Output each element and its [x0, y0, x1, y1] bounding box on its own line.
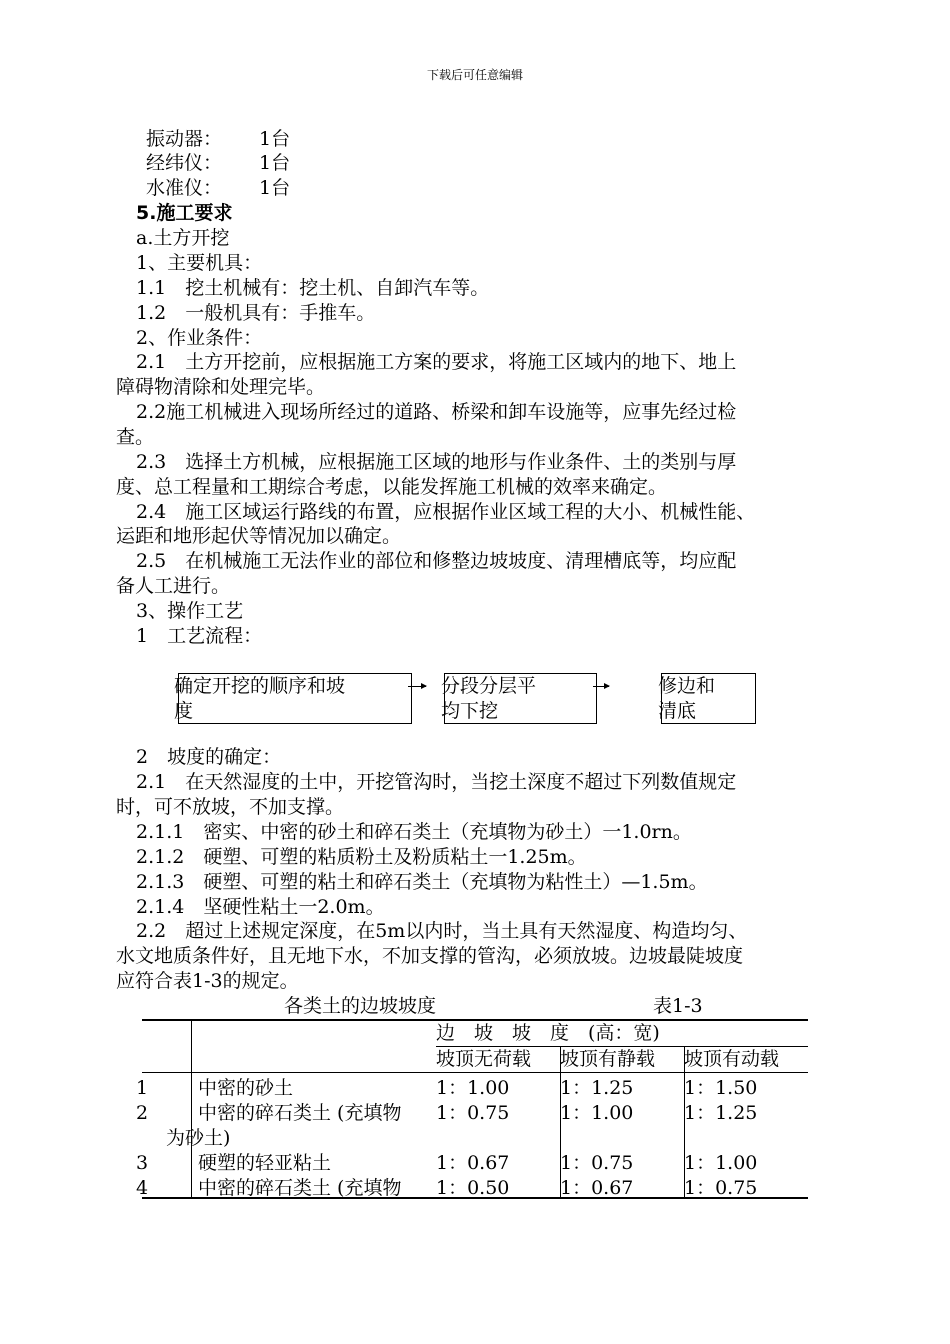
table-group-header: 边 坡 坡 度 (高：宽): [436, 1022, 660, 1044]
table-header-bottom-rule: [142, 1072, 808, 1073]
equipment-qty: 1台: [259, 177, 291, 199]
flow-arrow-icon: [408, 686, 426, 687]
flow-step-text: 度: [174, 700, 194, 722]
paragraph: 时，可不放坡，不加支撑。: [116, 796, 345, 818]
table-cell: 1：1.25: [560, 1077, 634, 1099]
table-column-header: 坡顶无荷载: [436, 1048, 532, 1070]
paragraph: 2.1.1 密实、中密的砂土和碎石类土（充填物为砂土）一1.0rn。: [136, 821, 692, 843]
table-cell: 1：0.75: [560, 1152, 634, 1174]
table-column-header: 坡顶有动载: [684, 1048, 780, 1070]
table-column-rule: [191, 1020, 192, 1198]
flow-step-text: 确定开挖的顺序和坡: [174, 675, 346, 697]
paragraph: 应符合表1-3的规定。: [116, 970, 299, 992]
paragraph: 2.1.2 硬塑、可塑的粘质粉土及粉质粘土一1.25m。: [136, 846, 587, 868]
equipment-qty: 1台: [259, 128, 291, 150]
table-cell: 1：1.25: [684, 1102, 758, 1124]
table-cell: 1：1.00: [684, 1152, 758, 1174]
table-row-soil: 中密的碎石类土 (充填物: [198, 1177, 402, 1199]
paragraph: 2.5 在机械施工无法作业的部位和修整边坡坡度、清理槽底等，均应配: [136, 550, 737, 572]
paragraph: 2.1.4 坚硬性粘土一2.0m。: [136, 896, 385, 918]
flow-step-text: 分段分层平: [441, 675, 537, 697]
table-cell: 1：0.75: [436, 1102, 510, 1124]
table-cell: 1：0.67: [436, 1152, 510, 1174]
flow-step-text: 均下挖: [441, 700, 499, 722]
paragraph: 备人工进行。: [116, 575, 231, 597]
paragraph: 水文地质条件好，且无地下水，不加支撑的管沟，必须放坡。边坡最陡坡度: [116, 945, 744, 967]
paragraph: 2.1 土方开挖前，应根据施工方案的要求，将施工区域内的地下、地上: [136, 351, 737, 373]
flow-step-text: 清底: [658, 700, 697, 722]
paragraph: 2.2 超过上述规定深度，在5m以内时，当土具有天然湿度、构造均匀、: [136, 920, 748, 942]
table-row-number: 3: [136, 1152, 149, 1174]
equipment-qty: 1台: [259, 152, 291, 174]
table-row-soil: 硬塑的轻亚粘土: [198, 1152, 332, 1174]
item-heading: 3、操作工艺: [136, 600, 244, 622]
item-heading: 2 坡度的确定：: [136, 746, 282, 768]
paragraph: 1.2 一般机具有：手推车。: [136, 302, 376, 324]
subsection-heading: a.土方开挖: [136, 227, 230, 249]
flow-step-text: 修边和: [658, 675, 716, 697]
table-row-soil-continued: 为砂土): [166, 1127, 231, 1149]
table-cell: 1：1.00: [436, 1077, 510, 1099]
paragraph: 运距和地形起伏等情况加以确定。: [116, 525, 402, 547]
equipment-name: 经纬仪：: [146, 152, 223, 174]
page-header: 下载后可任意编辑: [426, 68, 523, 82]
table-cell: 1：0.50: [436, 1177, 510, 1199]
paragraph: 2.1 在天然湿度的土中，开挖管沟时，当挖土深度不超过下列数值规定: [136, 771, 737, 793]
paragraph: 1.1 挖土机械有：挖土机、自卸汽车等。: [136, 277, 490, 299]
table-cell: 1：0.75: [684, 1177, 758, 1199]
paragraph: 2.1.3 硬塑、可塑的粘土和碎石类土（充填物为粘性土）—1.5m。: [136, 871, 708, 893]
table-cell: 1：1.00: [560, 1102, 634, 1124]
paragraph: 查。: [116, 426, 155, 448]
section-title: 5.施工要求: [136, 202, 233, 224]
table-row-soil: 中密的碎石类土 (充填物: [198, 1102, 402, 1124]
table-cell: 1：1.50: [684, 1077, 758, 1099]
table-cell: 1：0.67: [560, 1177, 634, 1199]
paragraph: 1 工艺流程：: [136, 625, 263, 647]
table-row-number: 1: [136, 1077, 149, 1099]
paragraph: 障碍物清除和处理完毕。: [116, 376, 326, 398]
table-row-number: 2: [136, 1102, 149, 1124]
equipment-name: 振动器：: [146, 128, 223, 150]
paragraph: 2.3 选择土方机械，应根据施工区域的地形与作业条件、土的类别与厚: [136, 451, 737, 473]
table-row-number: 4: [136, 1177, 149, 1199]
table-column-header: 坡顶有静载: [560, 1048, 656, 1070]
flow-arrow-icon: [593, 686, 609, 687]
table-caption: 各类土的边坡坡度: [284, 995, 437, 1017]
paragraph: 度、总工程量和工期综合考虑，以能发挥施工机械的效率来确定。: [116, 476, 668, 498]
paragraph: 2.4 施工区域运行路线的布置，应根据作业区域工程的大小、机械性能、: [136, 501, 756, 523]
item-heading: 2、作业条件：: [136, 327, 263, 349]
table-number: 表1-3: [653, 995, 703, 1017]
paragraph: 2.2施工机械进入现场所经过的道路、桥梁和卸车设施等，应事先经过检: [136, 401, 737, 423]
item-heading: 1、主要机具：: [136, 252, 263, 274]
equipment-name: 水准仪：: [146, 177, 223, 199]
table-row-soil: 中密的砂土: [198, 1077, 294, 1099]
